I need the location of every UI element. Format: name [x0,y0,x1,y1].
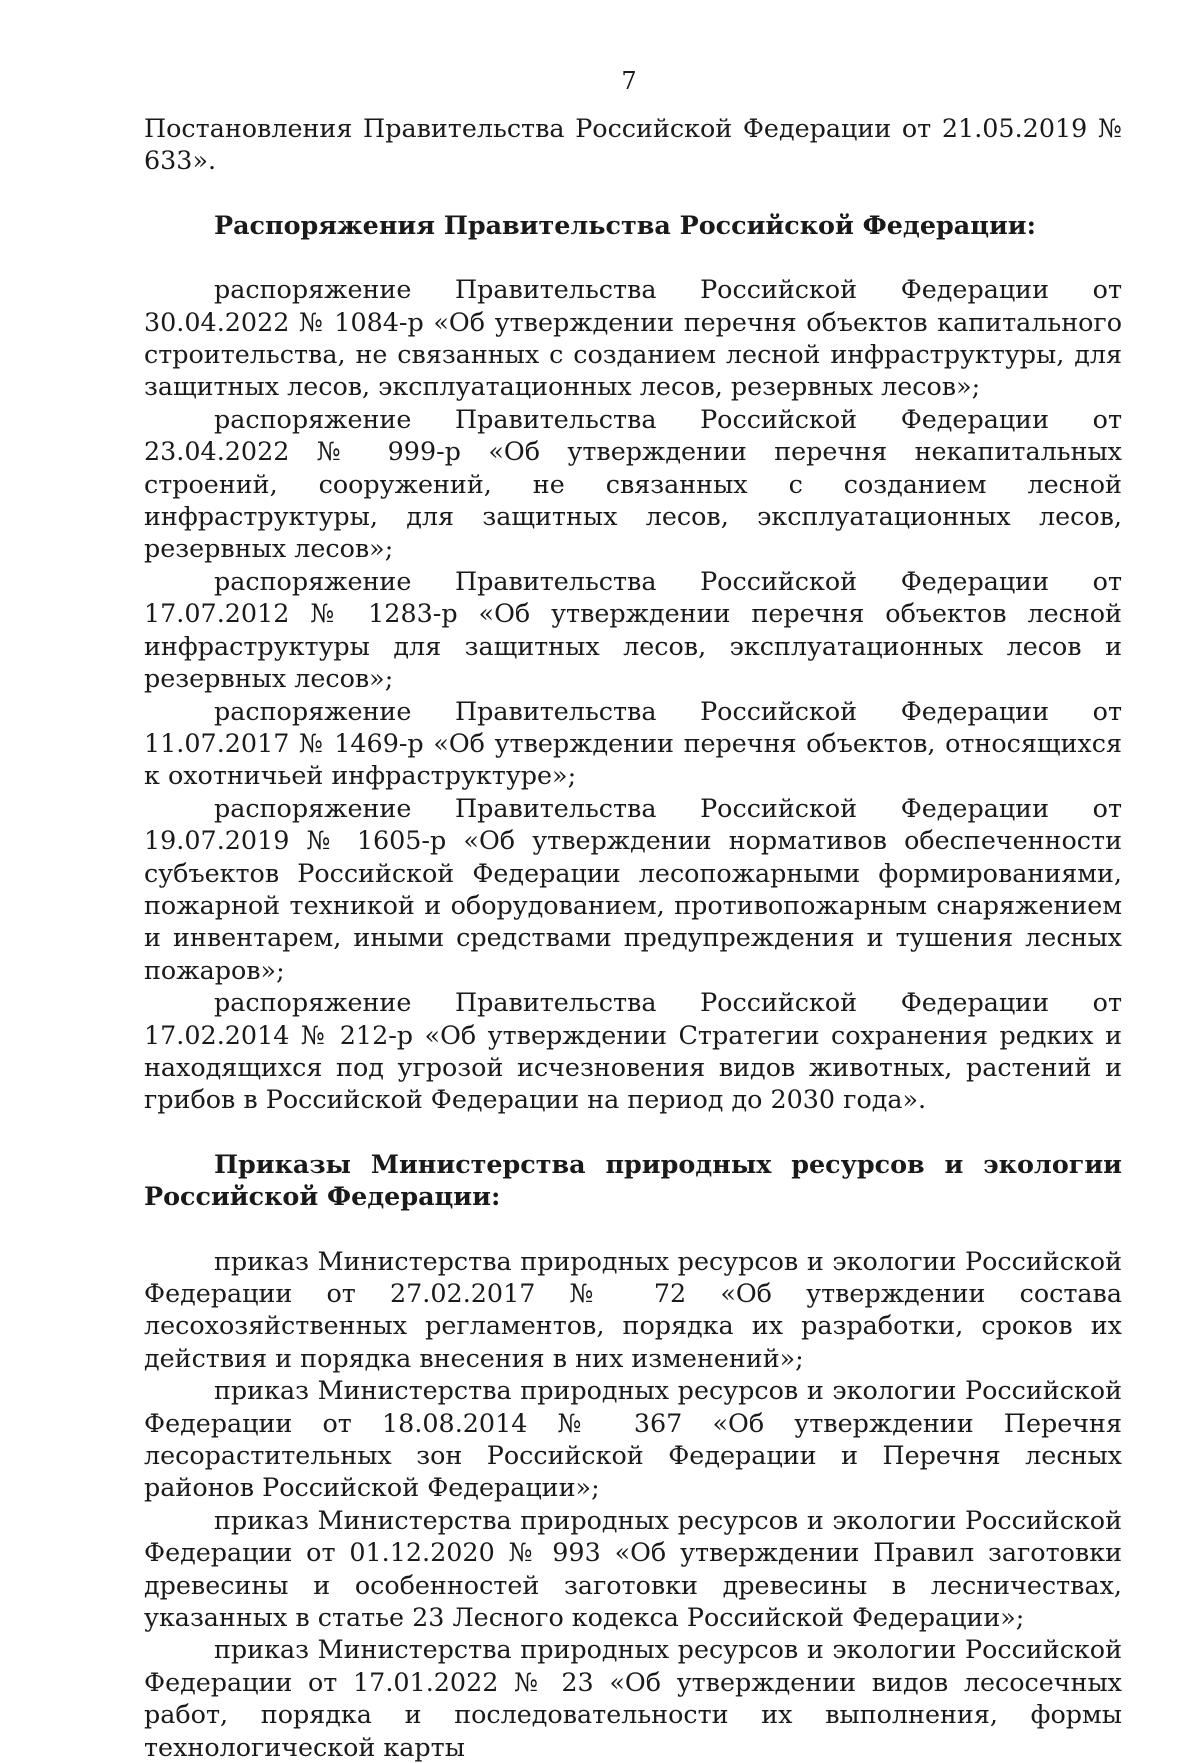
document-body [144,112,1122,1763]
list-item: распоряжение Правительства Российской Федерации от 11.07.2017 № 1469-р «Об утверждении перечня объектов, относящихся к охотничьей инфраструктуре»; [144,695,1122,791]
spacer [144,1116,1122,1148]
list-item: распоряжение Правительства Российской Федерации от 17.07.2012 № 1283-р «Об утверждении перечня объектов лесной инфраструктуры для защитных лесов, эксплуатационных лесов и резервных лесов»; [144,565,1122,694]
ministry-orders-list [144,1245,1122,1763]
section-heading-government-orders: Распоряжения Правительства Российской Федерации: [214,209,1036,240]
list-item: приказ Министерства природных ресурсов и экологии Российской Федерации от 17.01.2022 № 23 «Об утверждении видов лесосечных работ, порядка и последовательности их выполнения, формы технологической карты [144,1634,1122,1762]
section-heading-ministry-orders: Приказы Министерства природных ресурсов и экологии Российской Федерации: [144,1148,1122,1212]
list-item: распоряжение Правительства Российской Федерации от 17.02.2014 № 212-р «Об утверждении Стратегии сохранения редких и находящихся под угрозой исчезновения видов животных, растений и грибов в Российской Федерации на период до 2030 года». [144,987,1122,1115]
list-item: приказ Министерства природных ресурсов и экологии Российской Федерации от 27.02.2017 № 72 «Об утверждении состава лесохозяйственных регламентов, порядка их разработки, сроков их действия и порядка внесения в них изменений»; [144,1245,1122,1373]
list-item: распоряжение Правительства Российской Федерации от 30.04.2022 № 1084-р «Об утверждении перечня объектов капитального строительства, не связанных с созданием лесной инфраструктуры, для защитных лесов, эксплуатационных лесов, резервных лесов»; [144,274,1122,402]
intro-line: Постановления Правительства Российской Федерации от 21.05.2019 № 633». [144,113,1122,176]
list-item: приказ Министерства природных ресурсов и экологии Российской Федерации от 18.08.2014 № 367 «Об утверждении Перечня лесорастительных зон Российской Федерации и Перечня лесных районов Российской Федерации»; [144,1375,1122,1503]
spacer [144,177,1122,209]
spacer [144,241,1122,273]
spacer [144,1213,1122,1245]
list-item: приказ Министерства природных ресурсов и экологии Российской Федерации от 01.12.2020 № 993 «Об утверждении Правил заготовки древесины и особенностей заготовки древесины в лесничествах, указанных в статье 23 Лесного кодекса Российской Федерации»; [144,1504,1122,1633]
page-number: 7 [621,67,637,95]
list-item: распоряжение Правительства Российской Федерации от 19.07.2019 № 1605-р «Об утверждении нормативов обеспеченности субъектов Российской Федерации лесопожарными формированиями, пожарной техникой и оборудованием, противопожарным снаряжением и инвентарем, иными средствами предупреждения и тушения лесных пожаров»; [144,792,1122,985]
government-orders-list [144,273,1122,1116]
list-item: распоряжение Правительства Российской Федерации от 23.04.2022 № 999-р «Об утверждении перечня некапитальных строений, сооружений, не связанных с созданием лесной инфраструктуры, для защитных лесов, эксплуатационных лесов, резервных лесов»; [144,403,1122,564]
